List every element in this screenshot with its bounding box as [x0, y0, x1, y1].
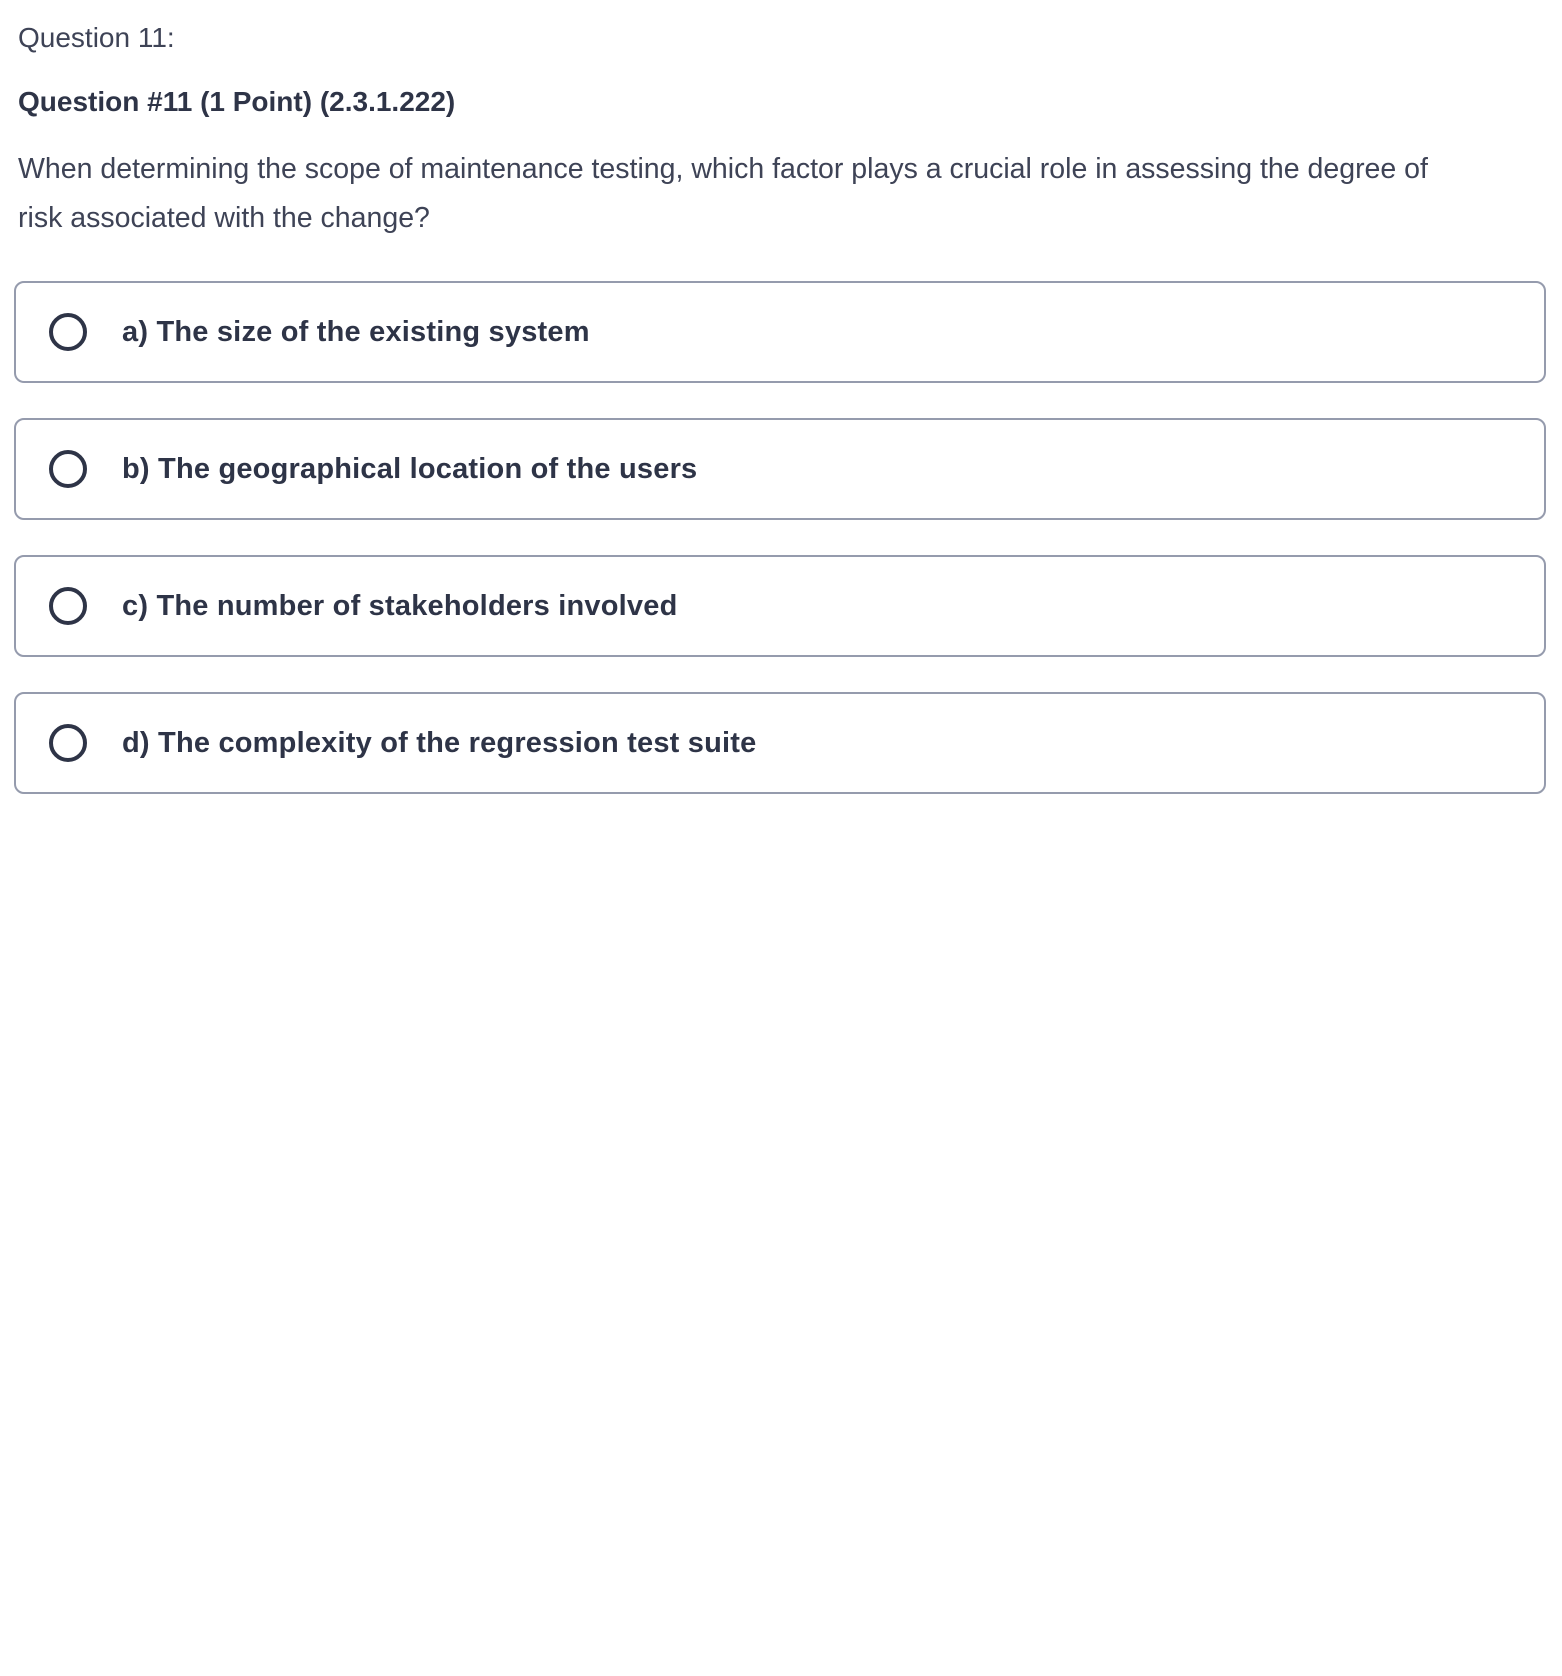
- question-text: When determining the scope of maintenance testing, which factor plays a crucial role in assessing the degree of risk associated with the change?: [18, 153, 1428, 234]
- answer-option-label: d) The complexity of the regression test suite: [122, 727, 757, 759]
- question-number: Question 11:: [18, 22, 175, 53]
- radio-button-icon[interactable]: [49, 587, 87, 625]
- answer-option-label: c) The number of stakeholders involved: [122, 590, 678, 622]
- radio-button-icon[interactable]: [49, 450, 87, 488]
- answer-option-b[interactable]: [14, 418, 1546, 520]
- answer-option-d[interactable]: [14, 692, 1546, 794]
- answer-option-label: a) The size of the existing system: [122, 316, 590, 348]
- question-title: Question #11 (1 Point) (2.3.1.222): [18, 86, 456, 117]
- answer-option-a[interactable]: [14, 281, 1546, 383]
- answer-option-label: b) The geographical location of the users: [122, 453, 698, 485]
- quiz-question-page: [0, 22, 1562, 794]
- answer-option-c[interactable]: [14, 555, 1546, 657]
- answer-options-list: [0, 281, 1562, 794]
- radio-button-icon[interactable]: [49, 724, 87, 762]
- radio-button-icon[interactable]: [49, 313, 87, 351]
